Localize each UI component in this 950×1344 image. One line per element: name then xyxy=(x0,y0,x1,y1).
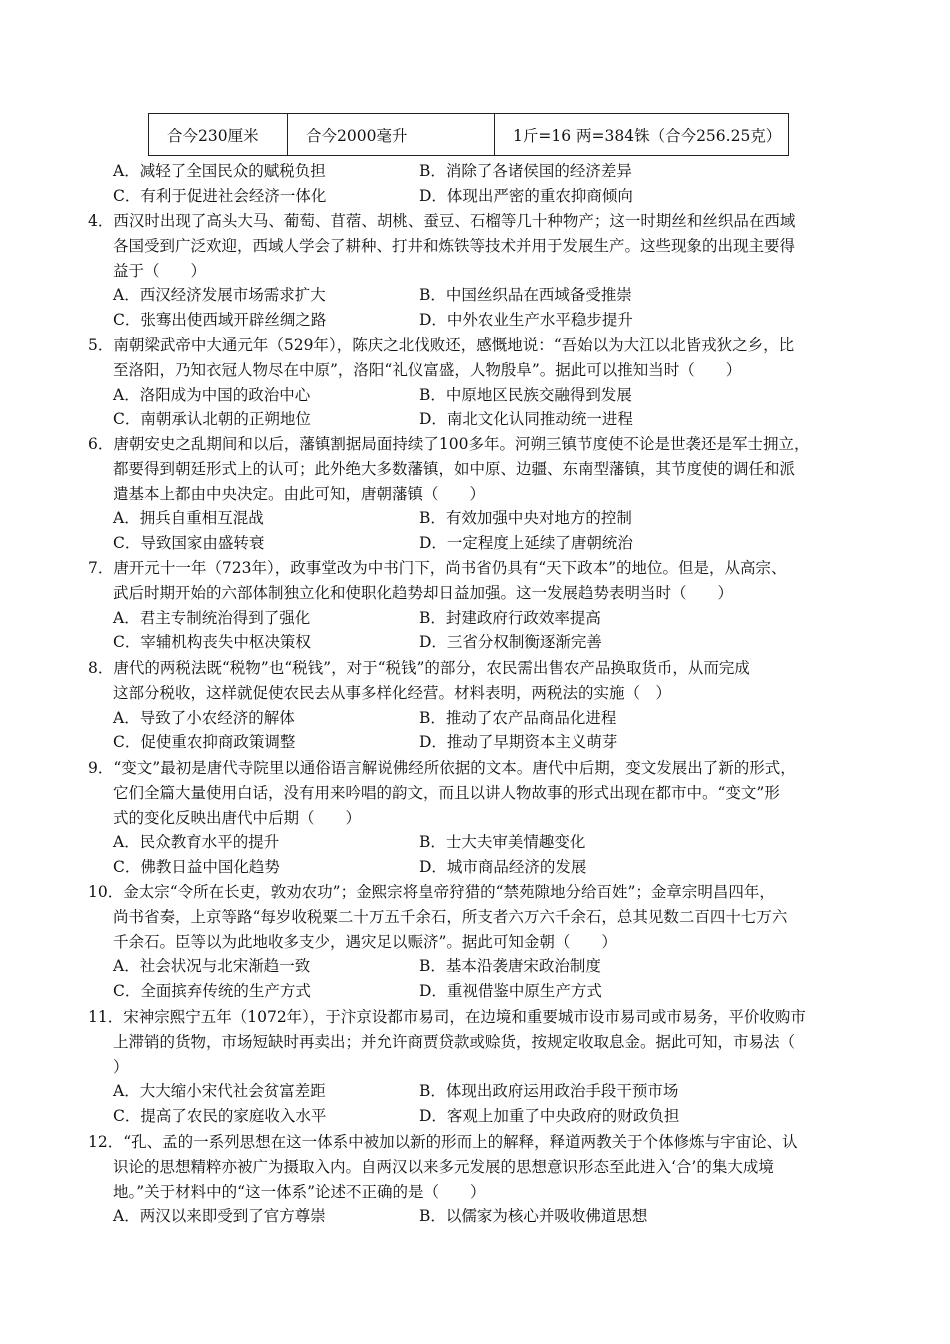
question-4 xyxy=(88,209,878,333)
question-10 xyxy=(88,880,878,1004)
option-row xyxy=(88,1104,878,1129)
question-5 xyxy=(88,333,878,432)
option-row xyxy=(88,855,878,880)
option-a[interactable]: A．减轻了全国民众的赋税负担 xyxy=(113,162,326,180)
option-row xyxy=(88,159,878,184)
option-d[interactable]: D．城市商品经济的发展 xyxy=(419,858,587,877)
table-row xyxy=(149,114,789,156)
question-text: 它们全篇大量使用白话，没有用来吟唱的韵文，而且以讲人物故事的形式出现在都市中。“变文”形 xyxy=(113,783,780,802)
option-a[interactable]: A．君主专制统治得到了强化 xyxy=(113,608,311,627)
question-text: 上滞销的货物，市场短缺时再卖出；并允许商贾贷款或赊货，按规定收取息金。据此可知，市易法（ xyxy=(113,1032,796,1051)
question-text: 唐朝安史之乱期间和以后，藩镇割据局面持续了100多年。河朔三镇节度使不论是世袭还是军士拥立， xyxy=(113,435,810,453)
option-row xyxy=(88,383,878,408)
option-d[interactable]: D．南北文化认同推动统一进程 xyxy=(419,410,633,429)
option-row xyxy=(88,830,878,855)
question-number: 6． xyxy=(88,435,114,453)
option-row xyxy=(88,730,878,755)
question-11 xyxy=(88,1005,878,1129)
option-b[interactable]: B．消除了各诸侯国的经济差异 xyxy=(419,162,632,180)
question-text: 地。”关于材料中的“这一体系”论述不正确的是（ ） xyxy=(113,1182,486,1201)
option-row xyxy=(88,308,878,333)
option-d[interactable]: D．重视借鉴中原生产方式 xyxy=(419,982,602,1001)
option-row xyxy=(88,706,878,731)
option-c[interactable]: C．张骞出使西域开辟丝绸之路 xyxy=(113,311,327,330)
option-row xyxy=(88,407,878,432)
question-text: 式的变化反映出唐代中后期（ ） xyxy=(113,808,362,827)
question-number: 8． xyxy=(88,659,114,677)
option-c[interactable]: C．佛教日益中国化趋势 xyxy=(113,858,280,877)
option-a[interactable]: A．民众教育水平的提升 xyxy=(113,833,280,852)
option-row xyxy=(88,979,878,1004)
table-cell-length: 合今230厘米 xyxy=(149,114,288,156)
question-text: 武后时期开始的六部体制独立化和使职化趋势却日益加强。这一发展趋势表明当时（ ） xyxy=(113,583,734,602)
question-text: 尚书省奏，上京等路“每岁收税粟二十万五千余石，所支者六万六千余石，总其见数二百四十七万六 xyxy=(113,907,788,926)
question-text: “变文”最初是唐代寺院里以通俗语言解说佛经所依据的文本。唐代中后期，变文发展出了新的形式， xyxy=(113,759,796,777)
option-a[interactable]: A．西汉经济发展市场需求扩大 xyxy=(113,286,326,305)
question-number: 4． xyxy=(88,212,114,230)
question-text: 千余石。臣等以为此地收多支少，遇灾足以赈济”。据此可知金朝（ ） xyxy=(113,932,617,951)
table-cell-volume: 合今2000毫升 xyxy=(288,114,495,156)
option-c[interactable]: C．南朝承认北朝的正朔地位 xyxy=(113,410,311,429)
option-c[interactable]: C．导致国家由盛转衰 xyxy=(113,534,265,553)
table-cell-weight: 1斤=16 两=384铢（合今256.25克） xyxy=(495,114,789,156)
option-a[interactable]: A．大大缩小宋代社会贫富差距 xyxy=(113,1082,326,1101)
question-text: 宋神宗熙宁五年（1072年），于汴京设都市易司，在边境和重要城市设市易司或市易务，平价收购市 xyxy=(123,1008,806,1026)
question-text: 各国受到广泛欢迎，西域人学会了耕种、打井和炼铁等技术并用于发展生产。这些现象的出现主要得 xyxy=(113,236,796,255)
option-row xyxy=(88,531,878,556)
question-text: 识论的思想精粹亦被广为摄取入内。自两汉以来多元发展的思想意识形态至此进入‘合’的集大成境 xyxy=(113,1157,774,1176)
question-text: 南朝梁武帝中大通元年（529年），陈庆之北伐败还，感慨地说：“吾始以为大江以北皆戎狄之乡，比 xyxy=(113,336,795,354)
question-text: 遣基本上都由中央决定。由此可知，唐朝藩镇（ ） xyxy=(113,484,486,503)
question-text: 唐代的两税法既“税物”也“税钱”，对于“税钱”的部分，农民需出售农产品换取货币，从而完成 xyxy=(113,659,750,677)
option-row xyxy=(88,506,878,531)
option-row xyxy=(88,1079,878,1104)
question-6 xyxy=(88,432,878,556)
option-d[interactable]: D．三省分权制衡逐渐完善 xyxy=(419,633,602,652)
option-c[interactable]: C．全面摈弃传统的生产方式 xyxy=(113,982,311,1001)
option-b[interactable]: B．体现出政府运用政治手段干预市场 xyxy=(419,1082,679,1101)
question-number: 12． xyxy=(88,1133,124,1151)
option-d[interactable]: D．体现出严密的重农抑商倾向 xyxy=(419,186,633,205)
question-text: 都要得到朝廷形式上的认可；此外绝大多数藩镇，如中原、边疆、东南型藩镇，其节度使的调任和派 xyxy=(113,459,796,478)
question-3-options xyxy=(88,159,878,209)
question-text: 西汉时出现了高头大马、葡萄、苜蓿、胡桃、蚕豆、石榴等几十种物产；这一时期丝和丝织品在西域 xyxy=(113,212,796,230)
option-b[interactable]: B．有效加强中央对地方的控制 xyxy=(419,509,632,528)
option-a[interactable]: A．洛阳成为中国的政治中心 xyxy=(113,385,311,404)
option-c[interactable]: C．促使重农抑商政策调整 xyxy=(113,733,296,752)
option-d[interactable]: D．客观上加重了中央政府的财政负担 xyxy=(419,1107,680,1126)
question-text: 这部分税收，这样就促使农民去从事多样化经营。材料表明，两税法的实施（ ） xyxy=(113,683,672,702)
option-c[interactable]: C．提高了农民的家庭收入水平 xyxy=(113,1107,327,1126)
option-b[interactable]: B．推动了农产品商品化进程 xyxy=(419,708,617,727)
option-b[interactable]: B．中国丝织品在西域备受推崇 xyxy=(419,286,632,305)
option-row xyxy=(88,1204,878,1229)
option-row xyxy=(88,606,878,631)
option-row xyxy=(88,283,878,308)
question-12 xyxy=(88,1130,878,1229)
question-text: 至洛阳，乃知衣冠人物尽在中原”，洛阳“礼仪富盛，人物殷阜”。据此可以推知当时（ ） xyxy=(113,360,742,379)
question-9 xyxy=(88,756,878,880)
question-8 xyxy=(88,656,878,755)
option-row xyxy=(88,954,878,979)
question-number: 7． xyxy=(88,559,114,577)
question-text: 金太宗“令所在长吏，敦劝农功”；金熙宗将皇帝狩猎的“禁苑隙地分给百姓”；金章宗明昌四年， xyxy=(123,883,775,901)
option-a[interactable]: A．拥兵自重相互混战 xyxy=(113,509,264,528)
option-d[interactable]: D．中外农业生产水平稳步提升 xyxy=(419,311,633,330)
question-number: 9． xyxy=(88,759,114,777)
question-text: 唐开元十一年（723年），政事堂改为中书门下，尚书省仍具有“天下政本”的地位。但是，从高宗、 xyxy=(113,559,787,577)
option-c[interactable]: C．宰辅机构丧失中枢决策权 xyxy=(113,633,311,652)
units-table xyxy=(148,113,789,156)
option-b[interactable]: B．封建政府行政效率提高 xyxy=(419,608,601,627)
option-b[interactable]: B．以儒家为核心并吸收佛道思想 xyxy=(419,1207,648,1226)
option-b[interactable]: B．士大夫审美情趣变化 xyxy=(419,833,586,852)
question-number: 11． xyxy=(88,1008,124,1026)
option-row xyxy=(88,630,878,655)
question-text: ） xyxy=(113,1057,129,1076)
option-b[interactable]: B．基本沿袭唐宋政治制度 xyxy=(419,957,601,976)
option-d[interactable]: D．一定程度上延续了唐朝统治 xyxy=(419,534,633,553)
option-d[interactable]: D．推动了早期资本主义萌芽 xyxy=(419,733,618,752)
option-row xyxy=(88,184,878,209)
option-a[interactable]: A．两汉以来即受到了官方尊崇 xyxy=(113,1207,326,1226)
question-number: 5． xyxy=(88,336,114,354)
option-b[interactable]: B．中原地区民族交融得到发展 xyxy=(419,385,632,404)
question-7 xyxy=(88,556,878,655)
question-text: 益于（ ） xyxy=(113,261,207,280)
option-a[interactable]: A．社会状况与北宋渐趋一致 xyxy=(113,957,311,976)
option-c[interactable]: C．有利于促进社会经济一体化 xyxy=(113,186,327,205)
option-a[interactable]: A．导致了小农经济的解体 xyxy=(113,708,295,727)
question-number: 10． xyxy=(88,883,124,901)
question-text: “孔、孟的一系列思想在这一体系中被加以新的形而上的解释，释道两教关于个体修炼与宇宙论、认 xyxy=(123,1133,798,1151)
